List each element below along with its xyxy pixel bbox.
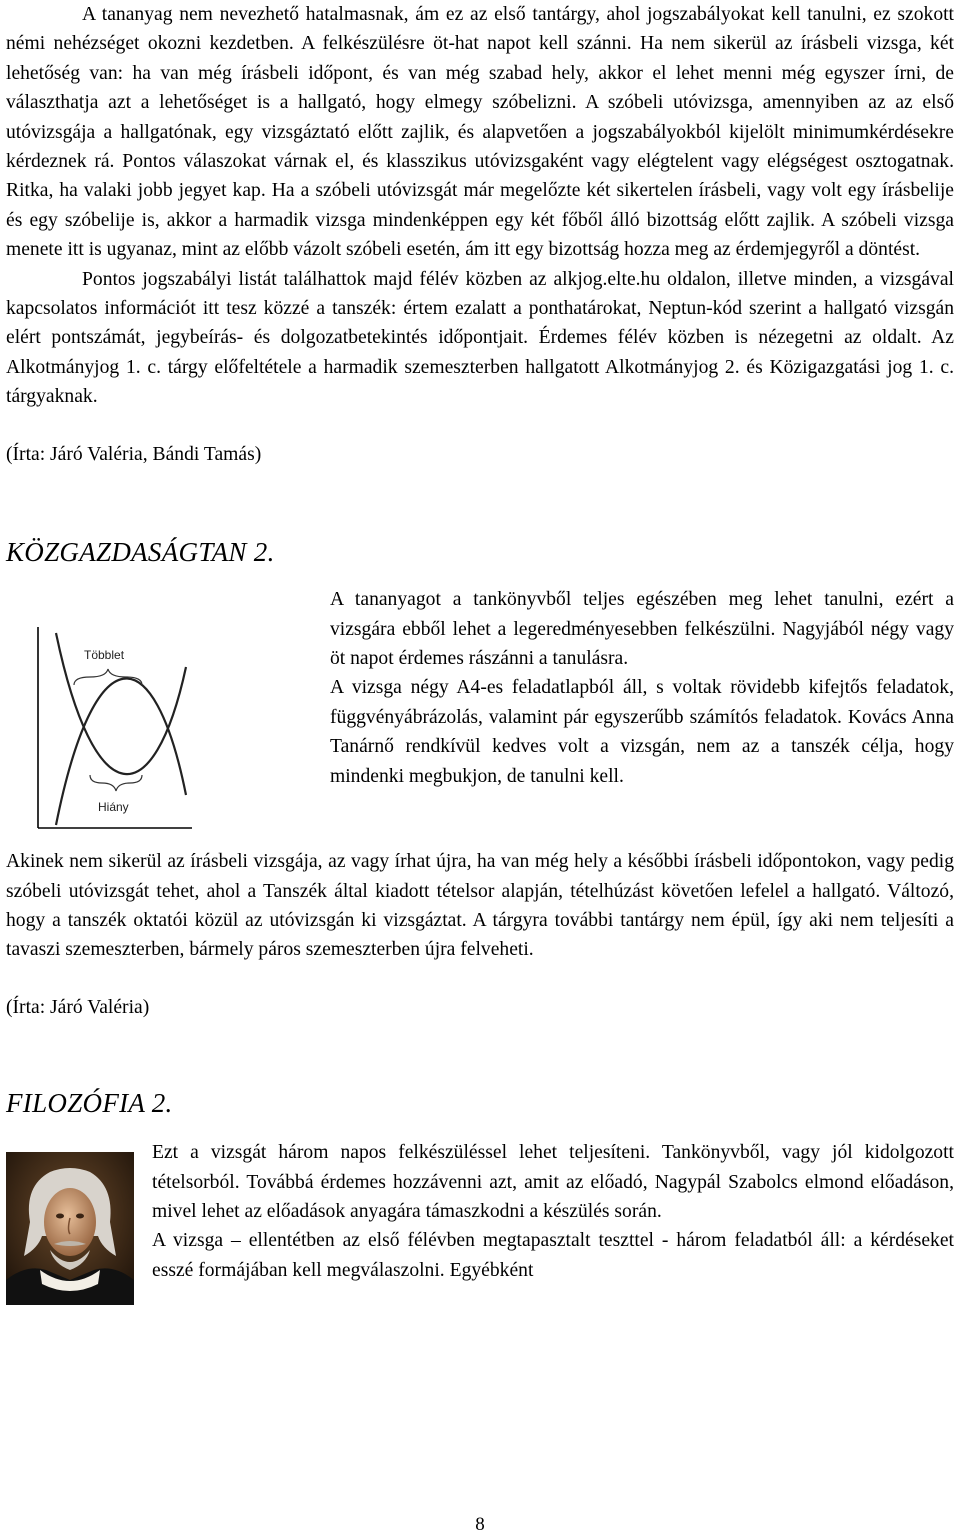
philosophy-block xyxy=(6,1138,954,1285)
philosopher-portrait xyxy=(6,1152,134,1305)
philosophy-paragraph-2: A vizsga – ellentétben az első félévben megtapasztalt teszttel - három feladatból áll: a kérdéseket esszé formájában kell megválaszolni. Egyébként xyxy=(152,1230,954,1281)
section-heading-economics: KÖZGAZDASÁGTAN 2. xyxy=(6,537,275,568)
economics-side-text xyxy=(330,585,954,791)
philosophy-paragraph-1: Ezt a vizsgát három napos felkészüléssel lehet teljesíteni. Tankönyvből, vagy jól kidolgozott tételsorból. Továbbá érdemes hozzávenni azt, amit az előadó, Nagypál Szabolcs elmond előadáson, mivel lehet az előadások anyagára támaszkodni a készülés során. xyxy=(152,1142,954,1222)
intro-author: (Írta: Járó Valéria, Bándi Tamás) xyxy=(6,443,262,465)
section-heading-philosophy: FILOZÓFIA 2. xyxy=(6,1088,173,1119)
shortage-brace xyxy=(90,775,142,791)
economics-paragraph-1: A tananyagot a tankönyvből teljes egészében meg lehet tanulni, ezért a vizsgára ebből lehet a legeredményesebben felkészülni. Nagyjából négy vagy öt napot érdemes rászánni a tanulásra. xyxy=(330,589,954,669)
supply-demand-figure xyxy=(34,625,194,830)
surplus-label: Többlet xyxy=(84,648,125,663)
philosophy-text xyxy=(152,1138,954,1285)
economics-paragraph-3: Akinek nem sikerül az írásbeli vizsgája, az vagy írhat újra, ha van még hely a későbbi írásbeli időpontokon, vagy pedig szóbeli utóvizsgát tehet, ahol a Tanszék által kiadott tételsor alapján, tételhúzást követően lefelel a hallgató. Változó, hogy a tanszék oktatói közül az utóvizsgán ki vizsgáztat. A tárgyra további tantárgy nem épül, így aki nem teljesíti a tavaszi szemeszterben, bármely páros szemeszterben újra felveheti. xyxy=(6,851,954,961)
economics-paragraph-2: A vizsga négy A4-es feladatlapból áll, s voltak rövidebb kifejtős feladatok, függvényábrázolás, valamint pár egyszerűbb számítós feladatok. Kovács Anna Tanárnő rendkívül kedves volt a vizsgán, nem az a tanszék célja, hogy mindenki megbukjon, de tanulni kell. xyxy=(330,677,954,787)
document-page xyxy=(6,0,954,1285)
shortage-label: Hiány xyxy=(98,800,129,815)
page-number: 8 xyxy=(475,1514,485,1535)
intro-paragraph-2: Pontos jogszabályi listát találhattok majd félév közben az alkjog.elte.hu oldalon, illetve minden, a vizsgával kapcsolatos információt itt tesz közzé a tanszék: értem ezalatt a ponthatárokat, Neptun-kód szerint a hallgató vizsgán elért pontszámát, jegybeírás- és dolgozatbetekintés időpontjait. Érdemes félév közben is nézegetni az oldalt. Az Alkotmányjog 1. c. tárgy előfeltétele a harmadik szemeszterben hallgatott Alkotmányjog 2. és Közigazgatási jog 1. c. tárgyaknak. xyxy=(6,268,954,408)
surplus-brace xyxy=(74,669,142,685)
economics-figure-block xyxy=(6,585,954,847)
intro-paragraph-1: A tananyag nem nevezhető hatalmasnak, ám ez az első tantárgy, ahol jogszabályokat kell tanulni, ez szokott némi nehézséget okozni kezdetben. A felkészülésre öt-hat napot kell szánni. Ha nem sikerül az írásbeli vizsga, két lehetőség van: ha van még írásbeli időpont, és van még szabad hely, akkor el lehet menni még egyszer írni, de választhatja azt a lehetőséget is a hallgató, hogy elmegy szóbelizni. A szóbeli utóvizsga, amennyiben az az első utóvizsgája a hallgatónak, egy vizsgáztató előtt zajlik, és alapvetően a jogszabályokból kijelölt minimumkérdésekre kérdeznek rá. Pontos válaszokat várnak el, és klasszikus utóvizsgaként vagy elégtelent vagy elégségest osztogatnak. Ritka, ha valaki jobb jegyet kap. Ha a szóbeli utóvizsgát már megelőzte két sikertelen írásbeli, vagy volt egy írásbelije és egy szóbelije is, akkor a harmadik vizsga mindenképpen egy két főből álló bizottság előtt zajlik. A szóbeli vizsga menete itt is ugyanaz, mint az előbb vázolt szóbeli esetén, ám itt egy bizottság hozza meg az érdemjegyről a döntést. xyxy=(6,4,954,261)
economics-author: (Írta: Járó Valéria) xyxy=(6,996,150,1018)
